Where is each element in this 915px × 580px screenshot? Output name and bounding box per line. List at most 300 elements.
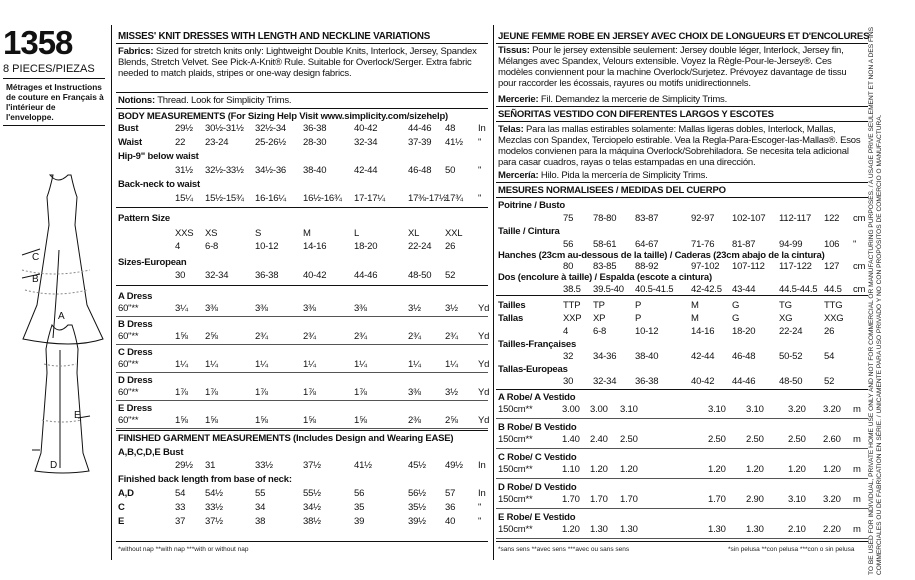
cell: 80 [563, 261, 574, 272]
cell: 52 [445, 270, 456, 281]
unit: cm [853, 213, 866, 224]
cell: 29½ [175, 460, 193, 471]
row-label: C Robe/ C Vestido [498, 452, 577, 463]
cell: 50-52 [779, 351, 803, 362]
cell: 38½ [303, 516, 321, 527]
cell: 1.30 [708, 524, 726, 535]
cell: 37½ [303, 460, 321, 471]
cell: 41½ [354, 460, 372, 471]
cell: 34-36 [593, 351, 617, 362]
row-label: A,D [118, 488, 134, 499]
row-label: Tallas-Europeas [498, 364, 568, 375]
row-label: A Dress [118, 291, 153, 302]
cell: 31½ [175, 165, 193, 176]
cell: 18-20 [354, 241, 378, 252]
unit: In [478, 460, 486, 471]
unit: " [478, 502, 482, 513]
row-label: D Robe/ D Vestido [498, 482, 577, 493]
cell: 1¼ [354, 359, 367, 370]
spanish-merceria: Mercería: Hilo. Pida la mercería de Simplicity Trims. [498, 170, 708, 181]
cell: 4 [563, 326, 569, 337]
row-label: 150cm** [498, 524, 533, 535]
cell: 38-40 [635, 351, 659, 362]
cell: 107-112 [732, 261, 765, 272]
cell: 10-12 [635, 326, 659, 337]
view-label-a: A [58, 311, 65, 322]
cell: 3⅜ [205, 303, 218, 314]
unit: Yd [478, 387, 490, 398]
cell: TP [593, 300, 605, 311]
cell: 3.00 [562, 404, 580, 415]
cell: 83-85 [593, 261, 617, 272]
row-label: 150cm** [498, 494, 533, 505]
cell: 1⅝ [354, 415, 367, 426]
row-divider [116, 344, 488, 345]
french-footnote: *sans sens **avec sens ***avec ou sans sens [498, 546, 630, 553]
row-label: Back-neck to waist [118, 179, 200, 190]
view-label-c: C [32, 252, 40, 263]
row-divider [496, 508, 868, 509]
cell: 1¼ [255, 359, 268, 370]
cell: 3.20 [823, 494, 841, 505]
row-label: C Dress [118, 347, 153, 358]
cell: 56½ [408, 488, 426, 499]
unit: " [853, 239, 857, 250]
unit: Yd [478, 415, 490, 426]
cell: 1.30 [590, 524, 608, 535]
unit: Yd [478, 359, 490, 370]
cell: 50 [445, 165, 456, 176]
row-divider [496, 418, 868, 419]
cell: 102-107 [732, 213, 766, 224]
row-label: 150cm** [498, 464, 533, 475]
row-label: 60"** [118, 359, 139, 370]
cell: XXP [563, 313, 582, 324]
cell: 56 [354, 488, 365, 499]
cell: 40.5-41.5 [635, 284, 674, 295]
cell: 1⅞ [354, 387, 367, 398]
row-label: D Dress [118, 375, 153, 386]
cell: 42-44 [691, 351, 715, 362]
row-label: E [118, 516, 125, 527]
cell: 1.70 [562, 494, 580, 505]
cell: 88-92 [635, 261, 659, 272]
cell: 1.20 [590, 464, 608, 475]
cell: TG [779, 300, 792, 311]
cell: 1.70 [590, 494, 608, 505]
english-footnote: *without nap **with nap ***with or without nap [118, 546, 249, 553]
cell: 4 [175, 241, 181, 252]
row-label: Dos (encolure à taille) / Espalda (escote a cintura) [498, 272, 712, 283]
cell: 39 [354, 516, 365, 527]
cell: 2¾ [445, 331, 458, 342]
cell: 3.10 [620, 404, 638, 415]
cell: 46-48 [732, 351, 756, 362]
row-label: Tailles [498, 300, 526, 311]
row-label: 60"** [118, 387, 139, 398]
cell: 15¼ [175, 193, 193, 204]
unit: " [478, 516, 482, 527]
cell: 48-50 [779, 376, 803, 387]
row-divider [496, 448, 868, 449]
metric-heading: MESURES NORMALISEES / MEDIDAS DEL CUERPO [498, 185, 726, 196]
row-label: A Robe/ A Vestido [498, 392, 576, 403]
cell: 37-39 [408, 137, 432, 148]
cell: 48 [445, 123, 456, 134]
cell: 3.00 [590, 404, 608, 415]
cell: 40-42 [354, 123, 378, 134]
cell: G [732, 300, 740, 311]
cell: TTP [563, 300, 581, 311]
row-label: 150cm** [498, 404, 533, 415]
cell: 32-34 [205, 270, 229, 281]
cell: 1.20 [746, 464, 764, 475]
cell: 1⅝ [303, 415, 316, 426]
cell: 54 [175, 488, 186, 499]
body-measurements-heading: BODY MEASUREMENTS (For Sizing Help Visit www.simplicity.com/sizehelp) [118, 111, 449, 122]
cell: 33 [175, 502, 186, 513]
cell: 22-24 [408, 241, 432, 252]
row-divider [496, 538, 868, 539]
cell: 1¼ [175, 359, 188, 370]
row-label: Finished back length from base of neck: [118, 474, 292, 485]
cell: 38.5 [563, 284, 581, 295]
unit: Yd [478, 303, 490, 314]
cell: 6-8 [205, 241, 219, 252]
cell: 1⅝ [175, 331, 188, 342]
cell: 64-67 [635, 239, 659, 250]
cell: 1.20 [788, 464, 806, 475]
unit: In [478, 123, 486, 134]
unit: m [853, 434, 861, 445]
row-divider [116, 400, 488, 401]
cell: 40-42 [303, 270, 327, 281]
cell: 38 [255, 516, 266, 527]
view-label-d: D [50, 460, 58, 471]
spanish-title: SEÑORITAS VESTIDO CON DIFERENTES LARGOS Y ESCOTES [498, 109, 774, 120]
cell: 3.20 [788, 404, 806, 415]
unit: " [478, 137, 482, 148]
cell: 106 [824, 239, 840, 250]
cell: 3⅜ [354, 303, 367, 314]
cell: 58-61 [593, 239, 617, 250]
cell: 94-99 [779, 239, 803, 250]
cell: 2.50 [708, 434, 726, 445]
cell: 44-46 [732, 376, 756, 387]
cell: 48-50 [408, 270, 432, 281]
cell: 34½ [303, 502, 321, 513]
cell: 49½ [445, 460, 463, 471]
cell: 16½-16¾ [303, 193, 342, 204]
cell: 2.50 [620, 434, 638, 445]
cell: 3.10 [788, 494, 806, 505]
cell: 40 [445, 516, 456, 527]
cell: XXS [175, 228, 194, 239]
cell: 32-34 [593, 376, 617, 387]
cell: 1.40 [562, 434, 580, 445]
cell: 1¼ [408, 359, 421, 370]
cell: XS [205, 228, 218, 239]
cell: 2¾ [303, 331, 316, 342]
unit: m [853, 494, 861, 505]
cell: XXG [824, 313, 844, 324]
piece-count: 8 PIECES/PIEZAS [3, 63, 95, 75]
cell: 37½ [205, 516, 223, 527]
view-label-b: B [32, 274, 39, 285]
cell: 2.90 [746, 494, 764, 505]
cell: G [732, 313, 740, 324]
cell: 1.30 [746, 524, 764, 535]
cell: 52 [824, 376, 835, 387]
cell: 25-26½ [255, 137, 287, 148]
cell: 1.20 [823, 464, 841, 475]
english-title: MISSES' KNIT DRESSES WITH LENGTH AND NECKLINE VARIATIONS [118, 31, 431, 42]
legal-notice: TO BE USED FOR INDIVIDUAL, PRIVATE HOME USE ONLY AND NOT FOR COMMERCIAL OR MANUFACTURING PURPOSES. / A USAGE PRIVE SEULEMENT ET NON A DES FINS COMMERCIALES OU DE FABRICATION EN SÉRIE. / UNICAMENTE PARA USO PRIVADO Y NO CON PROPÓSITOS DE COMERCIO O MANUFACTURA. [868, 27, 883, 575]
cell: 1⅞ [175, 387, 188, 398]
cell: 17⅜-17½ [408, 193, 447, 204]
cell: 45½ [408, 460, 426, 471]
cell: 26 [824, 326, 835, 337]
cell: 2¾ [354, 331, 367, 342]
unit: Yd [478, 331, 490, 342]
cell: 3.20 [823, 404, 841, 415]
cell: 33½ [255, 460, 273, 471]
cell: 14-16 [303, 241, 327, 252]
unit: " [478, 193, 482, 204]
cell: 1.20 [620, 464, 638, 475]
cell: L [354, 228, 360, 239]
cell: 1⅝ [205, 415, 218, 426]
row-label: Bust [118, 123, 139, 134]
cell: 1⅞ [255, 387, 268, 398]
cell: 22 [175, 137, 186, 148]
cell: 117-122 [779, 261, 812, 272]
unit: In [478, 488, 486, 499]
cell: XXL [445, 228, 463, 239]
cell: 42-42.5 [691, 284, 722, 295]
unit: m [853, 404, 861, 415]
unit: m [853, 464, 861, 475]
view-label-e: E [74, 410, 81, 421]
cell: 1.20 [708, 464, 726, 475]
cell: 26 [445, 241, 456, 252]
cell: 32-34 [354, 137, 378, 148]
cell: 2⅝ [445, 415, 458, 426]
cell: 36-38 [255, 270, 279, 281]
row-divider [496, 478, 868, 479]
french-tissus: Tissus: Pour le jersey extensible seulement: Jersey double léger, Interlock, Jersey fin, Mélanges avec Spandex, Velours extensible. Voyez la Règle-Pour-le-Jersey®. Ces modèles conviennent pour la machine Overlock/Surjetez. Prévoyez davantage de tissu pour raccorder les écossais, rayures ou motifs unidirectionnels. [498, 45, 847, 89]
cell: 127 [824, 261, 840, 272]
cell: 81-87 [732, 239, 756, 250]
cell: 1⅞ [303, 387, 316, 398]
cell: 23-24 [205, 137, 229, 148]
cell: 2.40 [590, 434, 608, 445]
unit: cm [853, 261, 866, 272]
garment-sketches [0, 0, 110, 580]
cell: 30 [563, 376, 574, 387]
cell: 3⅜ [255, 303, 268, 314]
cell: 10-12 [255, 241, 279, 252]
cell: S [255, 228, 262, 239]
cell: 35½ [408, 502, 426, 513]
cell: 2¾ [255, 331, 268, 342]
cell: TTG [824, 300, 843, 311]
row-label: Hanches (23cm au-dessous de la taille) / Caderas (23cm abajo de la cintura) [498, 250, 825, 261]
cell: 34 [255, 502, 266, 513]
cell: XL [408, 228, 420, 239]
cell: 44-46 [408, 123, 432, 134]
row-label: Poitrine / Busto [498, 200, 565, 211]
cell: XP [593, 313, 606, 324]
pattern-number: 1358 [3, 24, 73, 61]
cell: 28-30 [303, 137, 327, 148]
cell: 1⅝ [175, 415, 188, 426]
row-label: 150cm** [498, 434, 533, 445]
cell: 32½-33½ [205, 165, 244, 176]
row-label: Tailles-Françaises [498, 339, 577, 350]
finished-heading: FINISHED GARMENT MEASUREMENTS (Includes Design and Wearing EASE) [118, 433, 454, 444]
cell: 15½-15¾ [205, 193, 244, 204]
cell: 16-16¼ [255, 193, 287, 204]
cell: 44.5 [824, 284, 842, 295]
cell: 71-76 [691, 239, 715, 250]
cell: 75 [563, 213, 574, 224]
row-label: E Robe/ E Vestido [498, 512, 576, 523]
cell: 1.10 [562, 464, 580, 475]
cell: 54 [824, 351, 835, 362]
cell: 3⅜ [303, 303, 316, 314]
cell: M [691, 300, 699, 311]
cell: 14-16 [691, 326, 715, 337]
cell: 54½ [205, 488, 223, 499]
row-label: 60"** [118, 331, 139, 342]
cell: 2.10 [788, 524, 806, 535]
row-divider [116, 316, 488, 317]
cell: 3½ [445, 303, 458, 314]
cell: 39.5-40 [593, 284, 624, 295]
cell: 3½ [445, 387, 458, 398]
cell: 29½ [175, 123, 193, 134]
cell: 1¼ [445, 359, 458, 370]
cell: 56 [563, 239, 574, 250]
unit: " [478, 165, 482, 176]
cell: 2¾ [408, 331, 421, 342]
cell: 1⅝ [255, 415, 268, 426]
cell: 78-80 [593, 213, 617, 224]
cell: 42-44 [354, 165, 378, 176]
cell: 3¼ [175, 303, 188, 314]
unit: m [853, 524, 861, 535]
row-label: Taille / Cintura [498, 226, 560, 237]
cell: P [635, 300, 642, 311]
english-fabrics: Fabrics: Sized for stretch knits only: Lightweight Double Knits, Interlock, Jersey, Spandex Blends, Stretch Velvet. See Pick-A-Knit® Rule. Suitable for Overlock/Serger. Extra fabric needed to match plaids, stripes or one-way design fabrics. [118, 46, 477, 79]
cell: 32 [563, 351, 574, 362]
cell: 39½ [408, 516, 426, 527]
cell: 2.60 [823, 434, 841, 445]
french-title: JEUNE FEMME ROBE EN JERSEY AVEC CHOIX DE LONGUEURS ET D'ENCOLURES [498, 31, 870, 42]
cell: 55½ [303, 488, 321, 499]
cell: 38-40 [303, 165, 327, 176]
cell: 41½ [445, 137, 463, 148]
cell: 35 [354, 502, 365, 513]
cell: 17-17¼ [354, 193, 386, 204]
unit: cm [853, 284, 866, 295]
cell: M [691, 313, 699, 324]
cell: 57 [445, 488, 456, 499]
cell: 43-44 [732, 284, 756, 295]
cell: 3.10 [708, 404, 726, 415]
cell: 1.30 [620, 524, 638, 535]
cell: 1¼ [303, 359, 316, 370]
cell: 46-48 [408, 165, 432, 176]
cell: 34½-36 [255, 165, 287, 176]
cell: M [303, 228, 311, 239]
cell: 30½-31½ [205, 123, 244, 134]
cell: XG [779, 313, 793, 324]
cell: 2⅝ [205, 331, 218, 342]
cell: 2⅜ [408, 415, 421, 426]
cell: 36-38 [303, 123, 327, 134]
cell: 31 [205, 460, 216, 471]
row-label: B Dress [118, 319, 153, 330]
cell: 112-117 [779, 213, 812, 224]
cell: 40-42 [691, 376, 715, 387]
cell: 3⅜ [408, 387, 421, 398]
cell: P [635, 313, 642, 324]
cell: 3½ [408, 303, 421, 314]
cell: 32½-34 [255, 123, 287, 134]
cell: 22-24 [779, 326, 803, 337]
cell: 1.70 [708, 494, 726, 505]
cell: 33½ [205, 502, 223, 513]
row-label: B Robe/ B Vestido [498, 422, 577, 433]
row-label: Waist [118, 137, 142, 148]
row-label: 60"** [118, 415, 139, 426]
cell: 55 [255, 488, 266, 499]
cell: 18-20 [732, 326, 756, 337]
english-notions: Notions: Thread. Look for Simplicity Trims. [118, 95, 292, 106]
cell: 92-97 [691, 213, 715, 224]
spanish-telas: Telas: Para las mallas estirables solamente: Mallas ligeras dobles, Interlock, Mallas, Mezclas con Spandex, Terciopelo estirable. Vea la Regla-Para-Escoger-las-Mallas®. Esos modelos convienen para la máquina Overlock/Sobrehiladora. Se necesita tela adicional para casar cuadros, rayas o telas estampadas en una dirección. [498, 124, 861, 168]
cell: 1.20 [562, 524, 580, 535]
cell: 44-46 [354, 270, 378, 281]
row-label: E Dress [118, 403, 152, 414]
cell: 36-38 [635, 376, 659, 387]
cell: 30 [175, 270, 186, 281]
row-label: Hip-9" below waist [118, 151, 199, 162]
cell: 36 [445, 502, 456, 513]
row-label: C [118, 502, 125, 513]
cell: 97-102 [691, 261, 720, 272]
row-label: A,B,C,D,E Bust [118, 447, 184, 458]
cell: 83-87 [635, 213, 659, 224]
cell: 1.70 [620, 494, 638, 505]
row-label: Sizes-European [118, 257, 187, 268]
cell: 2.50 [788, 434, 806, 445]
cell: 1¼ [205, 359, 218, 370]
french-yardage-note: Métrages et Instructions de couture en Français à l'intérieur de l'enveloppe. [6, 82, 104, 122]
cell: 3.10 [746, 404, 764, 415]
cell: 1⅞ [205, 387, 218, 398]
row-divider [116, 372, 488, 373]
cell: 37 [175, 516, 186, 527]
french-mercerie: Mercerie: Fil. Demandez la mercerie de Simplicity Trims. [498, 94, 728, 105]
spanish-footnote: *sin pelusa **con pelusa ***con o sin pelusa [728, 546, 855, 553]
row-label: Tallas [498, 313, 524, 324]
pattern-size-label: Pattern Size [118, 213, 170, 224]
cell: 6-8 [593, 326, 607, 337]
cell: 44.5-44.5 [779, 284, 818, 295]
